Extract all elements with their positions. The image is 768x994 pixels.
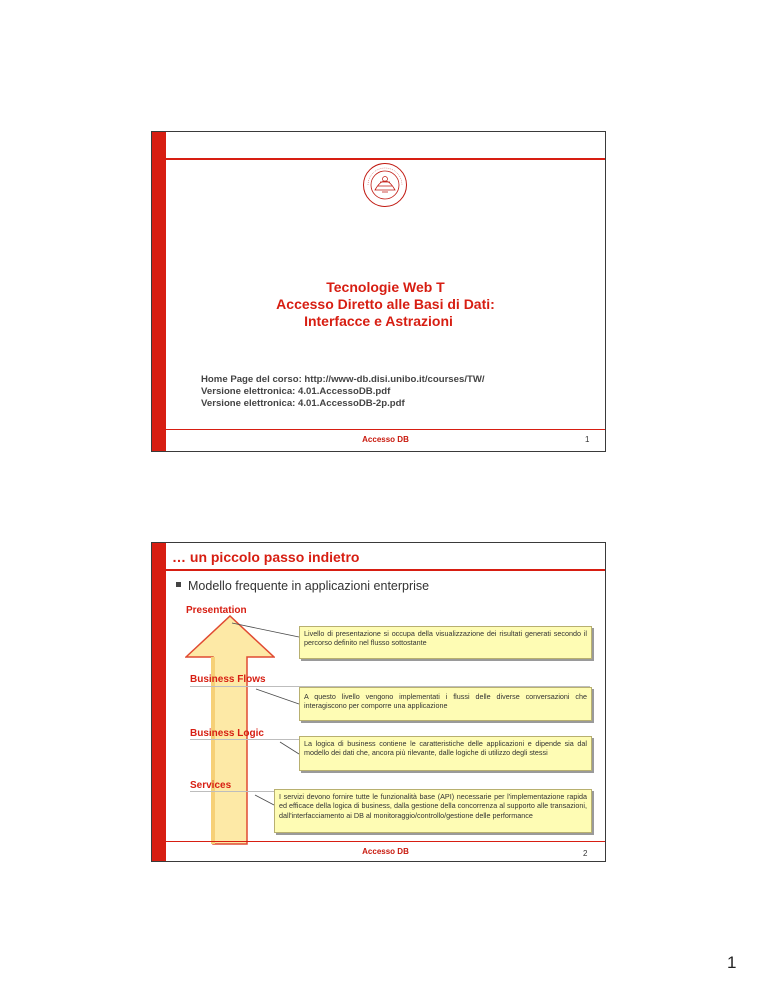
footer-rule xyxy=(166,429,605,430)
slide-title-line-3: Interfacce e Astrazioni xyxy=(304,313,453,329)
electronic-version-2p-text: Versione elettronica: 4.01.AccessoDB-2p.pdf xyxy=(201,398,405,409)
bullet-text: Modello frequente in applicazioni enterprise xyxy=(188,579,430,593)
slide-title-line-1: Tecnologie Web T xyxy=(326,279,445,295)
layer-label-business-flows: Business Flows xyxy=(190,674,266,685)
handout-page-number: 1 xyxy=(727,953,737,972)
course-homepage-text: Home Page del corso: http://www-db.disi.unibo.it/courses/TW/ xyxy=(201,374,485,385)
footer-rule xyxy=(166,841,605,842)
presentation-description-note: Livello di presentazione si occupa della visualizzazione dei risultati generati secondo il percorso definito nel flusso sottostante xyxy=(299,626,592,659)
slide-2 xyxy=(151,542,606,862)
slide-accent-bar xyxy=(152,132,166,451)
slide-page-number: 2 xyxy=(583,849,588,858)
electronic-version-text: Versione elettronica: 4.01.AccessoDB.pdf xyxy=(201,386,391,397)
slide-title-line-2: Accesso Diretto alle Basi di Dati: xyxy=(276,296,495,312)
layer-label-services: Services xyxy=(190,780,232,791)
layer-label-business-logic: Business Logic xyxy=(190,728,264,739)
header-rule xyxy=(166,158,605,160)
business-logic-description-note: La logica di business contiene le caratteristiche delle applicazioni e dipende sia dal modello dei dati che, ancora più rilevante, dalle logiche di utilizzo degli stessi xyxy=(299,736,592,771)
slide-title: … un piccolo passo indietro xyxy=(172,549,360,565)
services-description-note: I servizi devono fornire tutte le funzionalità base (API) necessarie per l'implementazione rapida ed efficace della logica di business, dalla gestione della concorrenza al supporto alle transazioni, dall'interfacciamento ai DB al monitoraggio/controllo/gestione delle performance xyxy=(274,789,592,833)
layer-label-presentation: Presentation xyxy=(186,605,247,616)
slide-footer: Accesso DB xyxy=(362,847,409,856)
university-seal-logo xyxy=(362,162,408,208)
business-flows-description-note: A questo livello vengono implementati i flussi delle diverse conversazioni che interagiscono per comporre una applicazione xyxy=(299,687,592,721)
slide-page-number: 1 xyxy=(585,435,590,444)
slide-1 xyxy=(151,131,606,452)
slide-footer: Accesso DB xyxy=(362,435,409,444)
